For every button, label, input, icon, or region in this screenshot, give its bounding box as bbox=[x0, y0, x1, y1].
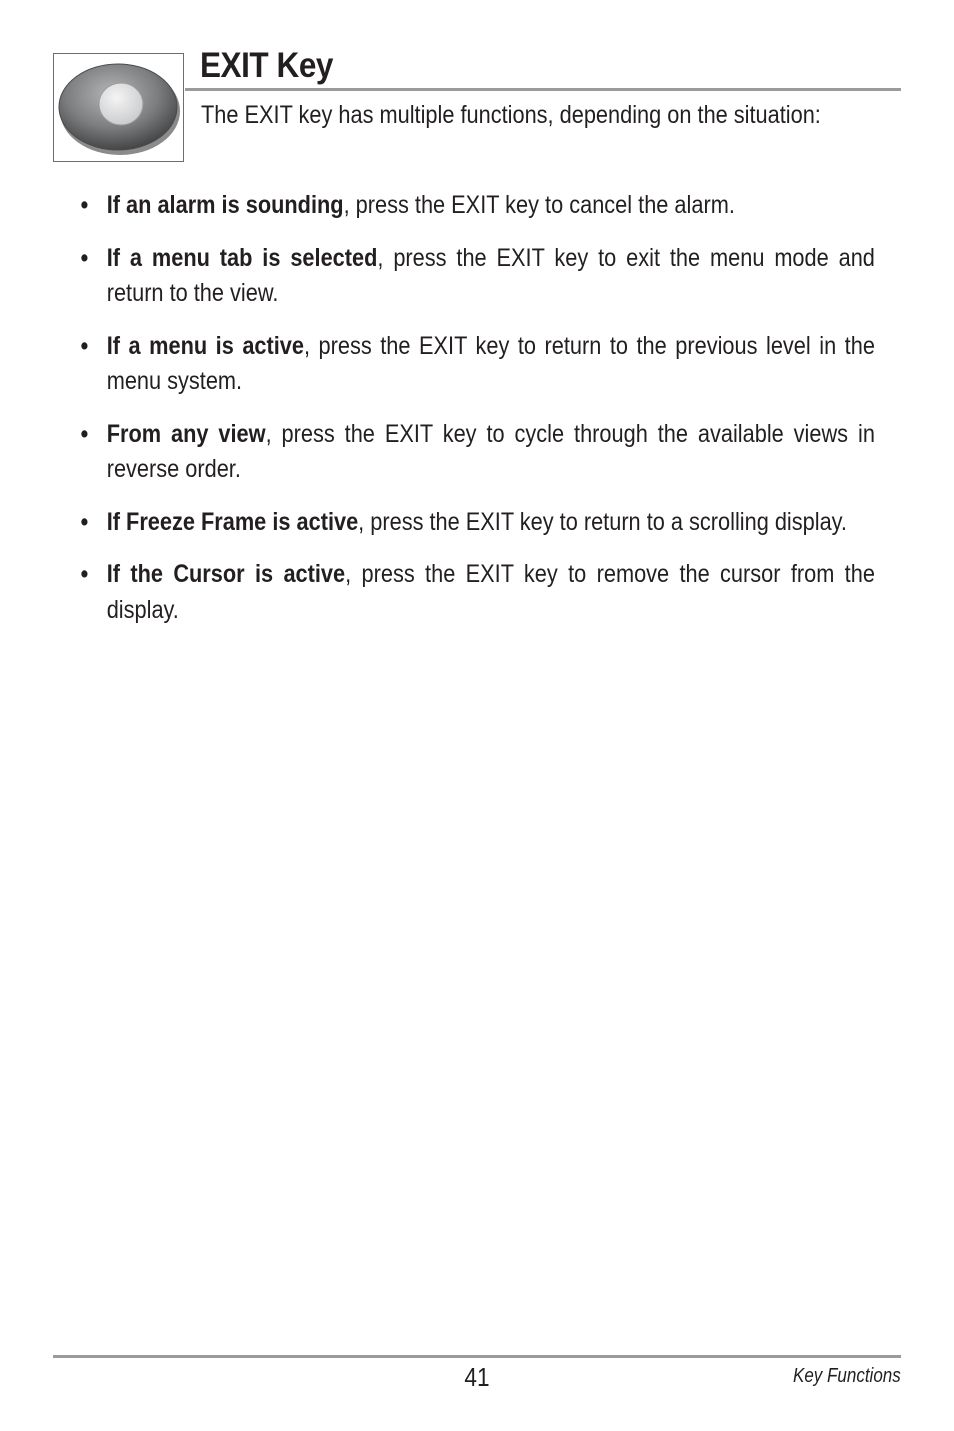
bullet-icon: • bbox=[80, 331, 89, 360]
bullet-icon: • bbox=[80, 560, 89, 588]
bullet-text: , press the EXIT key to remove the cursor from the display. bbox=[106, 560, 875, 624]
bullet-lead: If a menu is active bbox=[106, 331, 304, 360]
bullet-icon: • bbox=[80, 191, 89, 219]
list-item bbox=[78, 557, 875, 628]
list-item bbox=[78, 241, 875, 312]
exit-key-button-icon bbox=[54, 54, 183, 161]
bullet-text: , press the EXIT key to return to the previous level in the menu system. bbox=[106, 331, 875, 395]
list-item bbox=[78, 188, 875, 224]
footer-section-title: Key Functions bbox=[793, 1365, 901, 1387]
bullet-lead: From any view bbox=[106, 419, 266, 448]
title-divider bbox=[185, 88, 901, 91]
bullet-text: , press the EXIT key to cycle through the available views in reverse order. bbox=[106, 419, 875, 483]
bullet-icon: • bbox=[80, 243, 89, 272]
bullet-text: , press the EXIT key to return to a scrolling display. bbox=[358, 507, 847, 536]
list-item bbox=[78, 505, 875, 541]
bullet-lead: If Freeze Frame is active bbox=[106, 507, 359, 536]
bullet-lead: If an alarm is sounding bbox=[106, 191, 344, 219]
bullet-text: , press the EXIT key to cancel the alarm. bbox=[343, 191, 735, 219]
bullet-lead: If a menu tab is selected bbox=[106, 243, 378, 272]
list-item bbox=[78, 329, 875, 400]
footer-divider bbox=[53, 1355, 901, 1358]
list-item bbox=[78, 417, 875, 488]
bullet-icon: • bbox=[80, 507, 89, 536]
bullet-text: , press the EXIT key to exit the menu mode and return to the view. bbox=[106, 243, 875, 307]
exit-key-image bbox=[53, 53, 184, 162]
intro-paragraph: The EXIT key has multiple functions, depending on the situation: bbox=[201, 101, 821, 129]
bullet-icon: • bbox=[80, 419, 89, 448]
exit-key-functions-list bbox=[78, 188, 875, 645]
bullet-lead: If the Cursor is active bbox=[106, 560, 346, 588]
page-number: 41 bbox=[464, 1362, 490, 1392]
page-title: EXIT Key bbox=[200, 46, 333, 85]
